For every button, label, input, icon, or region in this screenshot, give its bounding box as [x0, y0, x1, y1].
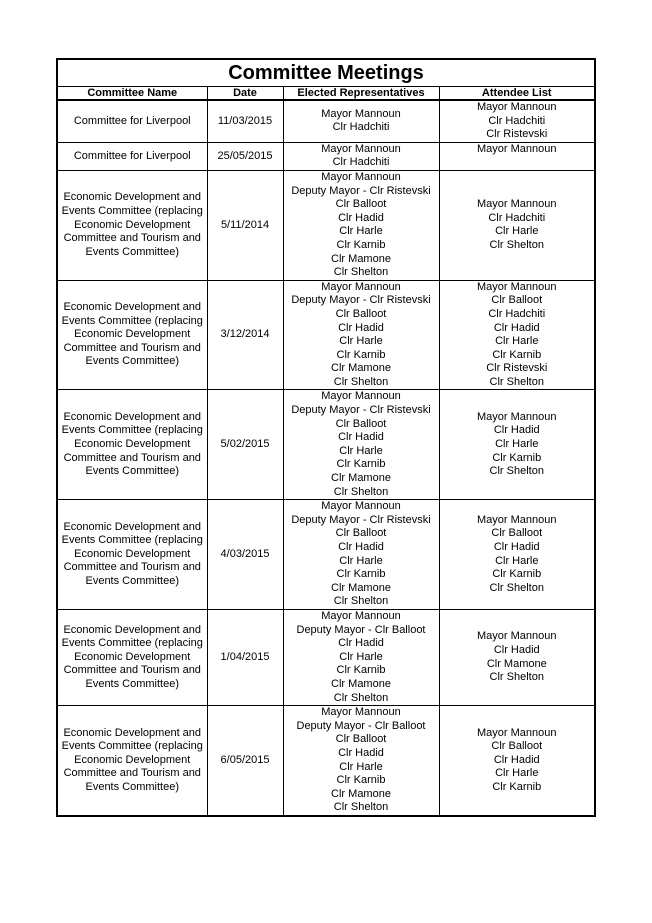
elected-representatives-cell	[283, 500, 439, 610]
header-committee-name: Committee Name	[57, 87, 207, 101]
representative-name: Clr Hadchiti	[332, 156, 390, 169]
attendee-list-cell	[439, 500, 595, 610]
representative-name: Mayor Mannoun	[321, 500, 401, 513]
attendee-list-cell	[439, 142, 595, 170]
table-row	[57, 280, 595, 390]
representative-name: Clr Hadid	[338, 541, 384, 553]
attendee-name: Clr Harle	[495, 767, 539, 780]
committee-meetings-table	[56, 58, 596, 817]
table-row	[57, 100, 595, 142]
attendee-list-cell	[439, 280, 595, 390]
header-elected-representatives: Elected Representatives	[283, 87, 439, 101]
committee-name-cell: Economic Development and Events Committee (replacing Economic Development Committee and Tourism and Events Committee)	[57, 500, 207, 610]
attendee-name: Clr Shelton	[489, 581, 544, 594]
table-row	[57, 609, 595, 705]
attendee-name: Clr Mamone	[486, 657, 547, 670]
attendee-name: Mayor Mannoun	[477, 101, 557, 113]
elected-representatives-cell	[283, 170, 439, 280]
representative-name: Clr Harle	[339, 225, 383, 238]
header-row	[57, 87, 595, 101]
table-title: Committee Meetings	[57, 59, 595, 87]
representative-name: Clr Balloot	[335, 733, 387, 746]
elected-representatives-cell	[283, 609, 439, 705]
table-row	[57, 390, 595, 500]
representative-name: Deputy Mayor - Clr Ristevski	[291, 404, 431, 417]
representative-name: Clr Mamone	[331, 787, 391, 800]
representative-name: Clr Balloot	[335, 307, 387, 320]
attendee-name: Clr Hadid	[493, 541, 540, 553]
representative-name: Clr Harle	[339, 650, 383, 663]
representative-name: Clr Karnib	[336, 238, 386, 251]
header-date: Date	[207, 87, 283, 101]
attendee-name: Clr Harle	[495, 335, 539, 348]
date-cell: 6/05/2015	[207, 706, 283, 816]
representative-name: Mayor Mannoun	[321, 390, 401, 403]
representative-name: Clr Harle	[339, 444, 383, 457]
date-cell: 5/11/2014	[207, 170, 283, 280]
table-body	[57, 100, 595, 816]
attendee-name: Mayor Mannoun	[477, 142, 557, 155]
representative-name: Clr Mamone	[331, 362, 391, 375]
committee-name-cell: Committee for Liverpool	[57, 100, 207, 142]
attendee-name: Clr Balloot	[491, 740, 543, 753]
representative-name: Clr Karnib	[336, 568, 386, 581]
representative-name: Clr Hadid	[338, 746, 384, 759]
representative-name: Clr Hadid	[338, 637, 384, 650]
attendee-name: Clr Shelton	[489, 375, 544, 388]
representative-name: Clr Karnib	[336, 664, 386, 677]
representative-name: Clr Karnib	[336, 348, 386, 361]
representative-name: Mayor Mannoun	[321, 170, 401, 183]
representative-name: Deputy Mayor - Clr Ristevski	[291, 184, 431, 197]
representative-name: Mayor Mannoun	[321, 107, 401, 120]
attendee-name: Clr Harle	[495, 438, 539, 451]
committee-name-cell: Economic Development and Events Committee (replacing Economic Development Committee and Tourism and Events Committee)	[57, 280, 207, 390]
representative-name: Deputy Mayor - Clr Ristevski	[291, 513, 431, 526]
attendee-name: Clr Karnib	[492, 780, 542, 793]
attendee-name: Clr Harle	[495, 225, 539, 238]
attendee-name: Clr Ristevski	[486, 128, 548, 141]
table-row	[57, 706, 595, 816]
representative-name: Clr Shelton	[333, 801, 389, 814]
committee-name-cell: Economic Development and Events Committee (replacing Economic Development Committee and Tourism and Events Committee)	[57, 609, 207, 705]
date-cell: 5/02/2015	[207, 390, 283, 500]
representative-name: Mayor Mannoun	[321, 609, 401, 622]
attendee-name: Mayor Mannoun	[477, 630, 557, 643]
attendee-name: Clr Balloot	[491, 527, 543, 540]
elected-representatives-cell	[283, 100, 439, 142]
representative-name: Clr Shelton	[333, 691, 389, 704]
representative-name: Mayor Mannoun	[321, 280, 401, 293]
representative-name: Clr Balloot	[335, 198, 387, 211]
attendee-name: Clr Hadchiti	[488, 114, 546, 127]
attendee-list-cell	[439, 609, 595, 705]
attendee-name: Clr Karnib	[492, 348, 542, 361]
attendee-name: Clr Karnib	[492, 451, 542, 464]
date-cell: 25/05/2015	[207, 142, 283, 170]
elected-representatives-cell	[283, 142, 439, 170]
attendee-name: Clr Hadid	[493, 753, 540, 766]
table-row	[57, 170, 595, 280]
attendee-name: Clr Hadid	[493, 643, 540, 656]
attendee-list-cell	[439, 100, 595, 142]
representative-name: Clr Shelton	[333, 266, 389, 279]
representative-name: Clr Harle	[339, 760, 383, 773]
representative-name: Clr Harle	[339, 335, 383, 348]
attendee-name: Mayor Mannoun	[477, 726, 557, 739]
committee-name-cell: Economic Development and Events Committee (replacing Economic Development Committee and Tourism and Events Committee)	[57, 390, 207, 500]
attendee-name: Clr Hadchiti	[488, 211, 546, 224]
committee-name-cell: Economic Development and Events Committee (replacing Economic Development Committee and Tourism and Events Committee)	[57, 170, 207, 280]
representative-name: Clr Mamone	[331, 252, 391, 265]
attendee-name: Clr Hadid	[493, 424, 540, 437]
representative-name: Clr Shelton	[333, 595, 389, 608]
attendee-list-cell	[439, 706, 595, 816]
representative-name: Deputy Mayor - Clr Balloot	[296, 719, 426, 732]
representative-name: Clr Karnib	[336, 774, 386, 787]
representative-name: Deputy Mayor - Clr Ristevski	[291, 294, 431, 307]
representative-name: Clr Mamone	[331, 581, 391, 594]
date-cell: 11/03/2015	[207, 100, 283, 142]
header-attendee-list: Attendee List	[439, 87, 595, 101]
attendee-name: Clr Ristevski	[486, 362, 548, 375]
attendee-name: Clr Harle	[495, 554, 539, 567]
attendee-name: Mayor Mannoun	[477, 513, 557, 526]
attendee-name: Mayor Mannoun	[477, 410, 557, 423]
representative-name: Clr Hadid	[338, 211, 384, 224]
attendee-name: Clr Shelton	[489, 671, 544, 684]
representative-name: Deputy Mayor - Clr Balloot	[296, 623, 426, 636]
representative-name: Clr Hadchiti	[332, 121, 390, 134]
elected-representatives-cell	[283, 280, 439, 390]
attendee-name: Clr Shelton	[489, 465, 544, 478]
attendee-name: Clr Karnib	[492, 568, 542, 581]
representative-name: Mayor Mannoun	[321, 706, 401, 719]
representative-name: Clr Balloot	[335, 417, 387, 430]
attendee-name: Mayor Mannoun	[477, 198, 557, 211]
representative-name: Clr Harle	[339, 554, 383, 567]
representative-name: Clr Mamone	[331, 472, 391, 485]
attendee-list-cell	[439, 170, 595, 280]
date-cell: 1/04/2015	[207, 609, 283, 705]
representative-name: Clr Karnib	[336, 458, 386, 471]
representative-name: Clr Hadid	[338, 321, 384, 334]
representative-name: Clr Hadid	[338, 431, 384, 444]
attendee-name: Mayor Mannoun	[477, 280, 557, 293]
date-cell: 4/03/2015	[207, 500, 283, 610]
attendee-name: Clr Hadchiti	[488, 307, 546, 320]
attendee-name: Clr Balloot	[491, 294, 543, 307]
representative-name: Mayor Mannoun	[321, 142, 401, 155]
representative-name: Clr Balloot	[335, 527, 387, 540]
attendee-name: Clr Hadid	[493, 321, 540, 334]
elected-representatives-cell	[283, 706, 439, 816]
committee-name-cell: Committee for Liverpool	[57, 142, 207, 170]
elected-representatives-cell	[283, 390, 439, 500]
attendee-name: Clr Shelton	[489, 238, 544, 251]
committee-name-cell: Economic Development and Events Committee (replacing Economic Development Committee and Tourism and Events Committee)	[57, 706, 207, 816]
attendee-list-cell	[439, 390, 595, 500]
table-row	[57, 142, 595, 170]
date-cell: 3/12/2014	[207, 280, 283, 390]
representative-name: Clr Shelton	[333, 485, 389, 498]
representative-name: Clr Mamone	[331, 677, 391, 690]
table-row	[57, 500, 595, 610]
representative-name: Clr Shelton	[333, 375, 389, 388]
